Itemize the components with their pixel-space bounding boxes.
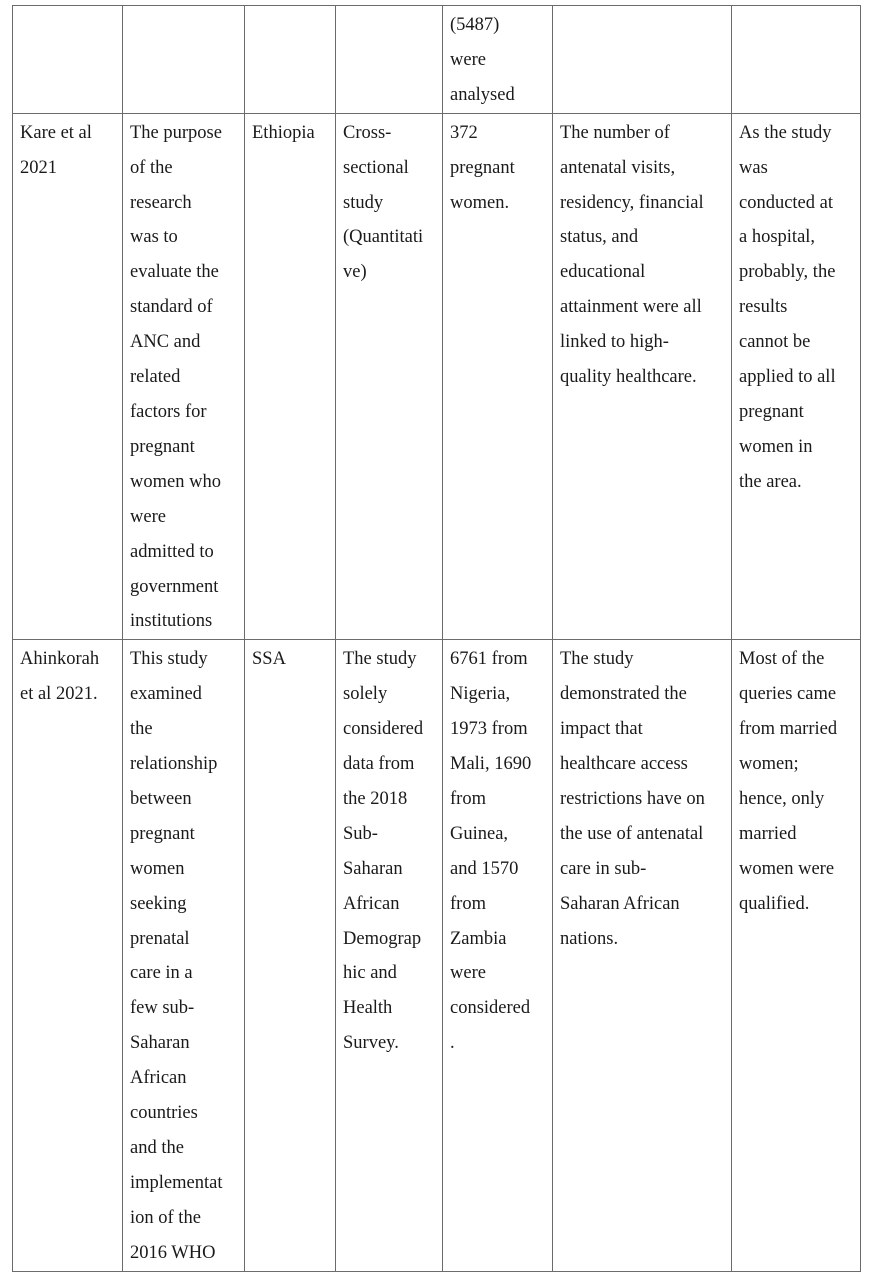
cell-text: Kare et al 2021 [20, 122, 92, 178]
cell-limitations [732, 6, 861, 114]
cell-sample [443, 6, 553, 114]
cell-text: 372 pregnant women. [450, 122, 515, 213]
cell-text: SSA [252, 649, 286, 670]
cell-text: Most of the queries came from married women; hence, only married women were qualified. [739, 649, 838, 914]
cell-limitations [732, 640, 861, 1271]
cell-text: Ethiopia [252, 122, 315, 143]
cell-text: Ahinkorah et al 2021. [20, 649, 100, 705]
cell-text: The purpose of the research was to evaluate the standard of ANC and related factors for pregnant women who were admitted to government institutions [130, 122, 222, 632]
cell-limitations [732, 113, 861, 640]
cell-text: (5487) were analysed [450, 15, 515, 105]
cell-text: Cross- sectional study (Quantitati ve) [343, 122, 424, 283]
cell-design [336, 113, 443, 640]
cell-country [245, 640, 336, 1271]
cell-design [336, 6, 443, 114]
cell-text: The number of antenatal visits, residency, financial status, and educational attainment were all linked to high- quality healthcare. [560, 122, 704, 388]
cell-findings [553, 640, 732, 1271]
cell-sample [443, 640, 553, 1271]
cell-text: The study demonstrated the impact that healthcare access restrictions have on the use of antenatal care in sub- Saharan African nations. [560, 649, 705, 949]
table-row-ahinkorah [13, 640, 861, 1271]
cell-aim [123, 640, 245, 1271]
cell-text: 6761 from Nigeria, 1973 from Mali, 1690 from Guinea, and 1570 from Zambia were considered . [450, 649, 532, 1054]
table-row-kare [13, 113, 861, 640]
cell-country [245, 113, 336, 640]
cell-text: This study examined the relationship between pregnant women seeking prenatal care in a few sub- Saharan African countries and the implementat ion of the 2016 WHO [130, 649, 223, 1263]
cell-aim [123, 113, 245, 640]
literature-review-table [12, 5, 861, 1272]
table-row-continued [13, 6, 861, 114]
cell-findings [553, 113, 732, 640]
cell-design [336, 640, 443, 1271]
cell-aim [123, 6, 245, 114]
cell-sample [443, 113, 553, 640]
cell-author [13, 113, 123, 640]
cell-text: As the study was conducted at a hospital, probably, the results cannot be applied to all pregnant women in the area. [739, 122, 836, 492]
cell-text: The study solely considered data from the 2018 Sub- Saharan African Demograp hic and Health Survey. [343, 649, 424, 1054]
cell-author [13, 640, 123, 1271]
cell-country [245, 6, 336, 114]
cell-author [13, 6, 123, 114]
cell-findings [553, 6, 732, 114]
